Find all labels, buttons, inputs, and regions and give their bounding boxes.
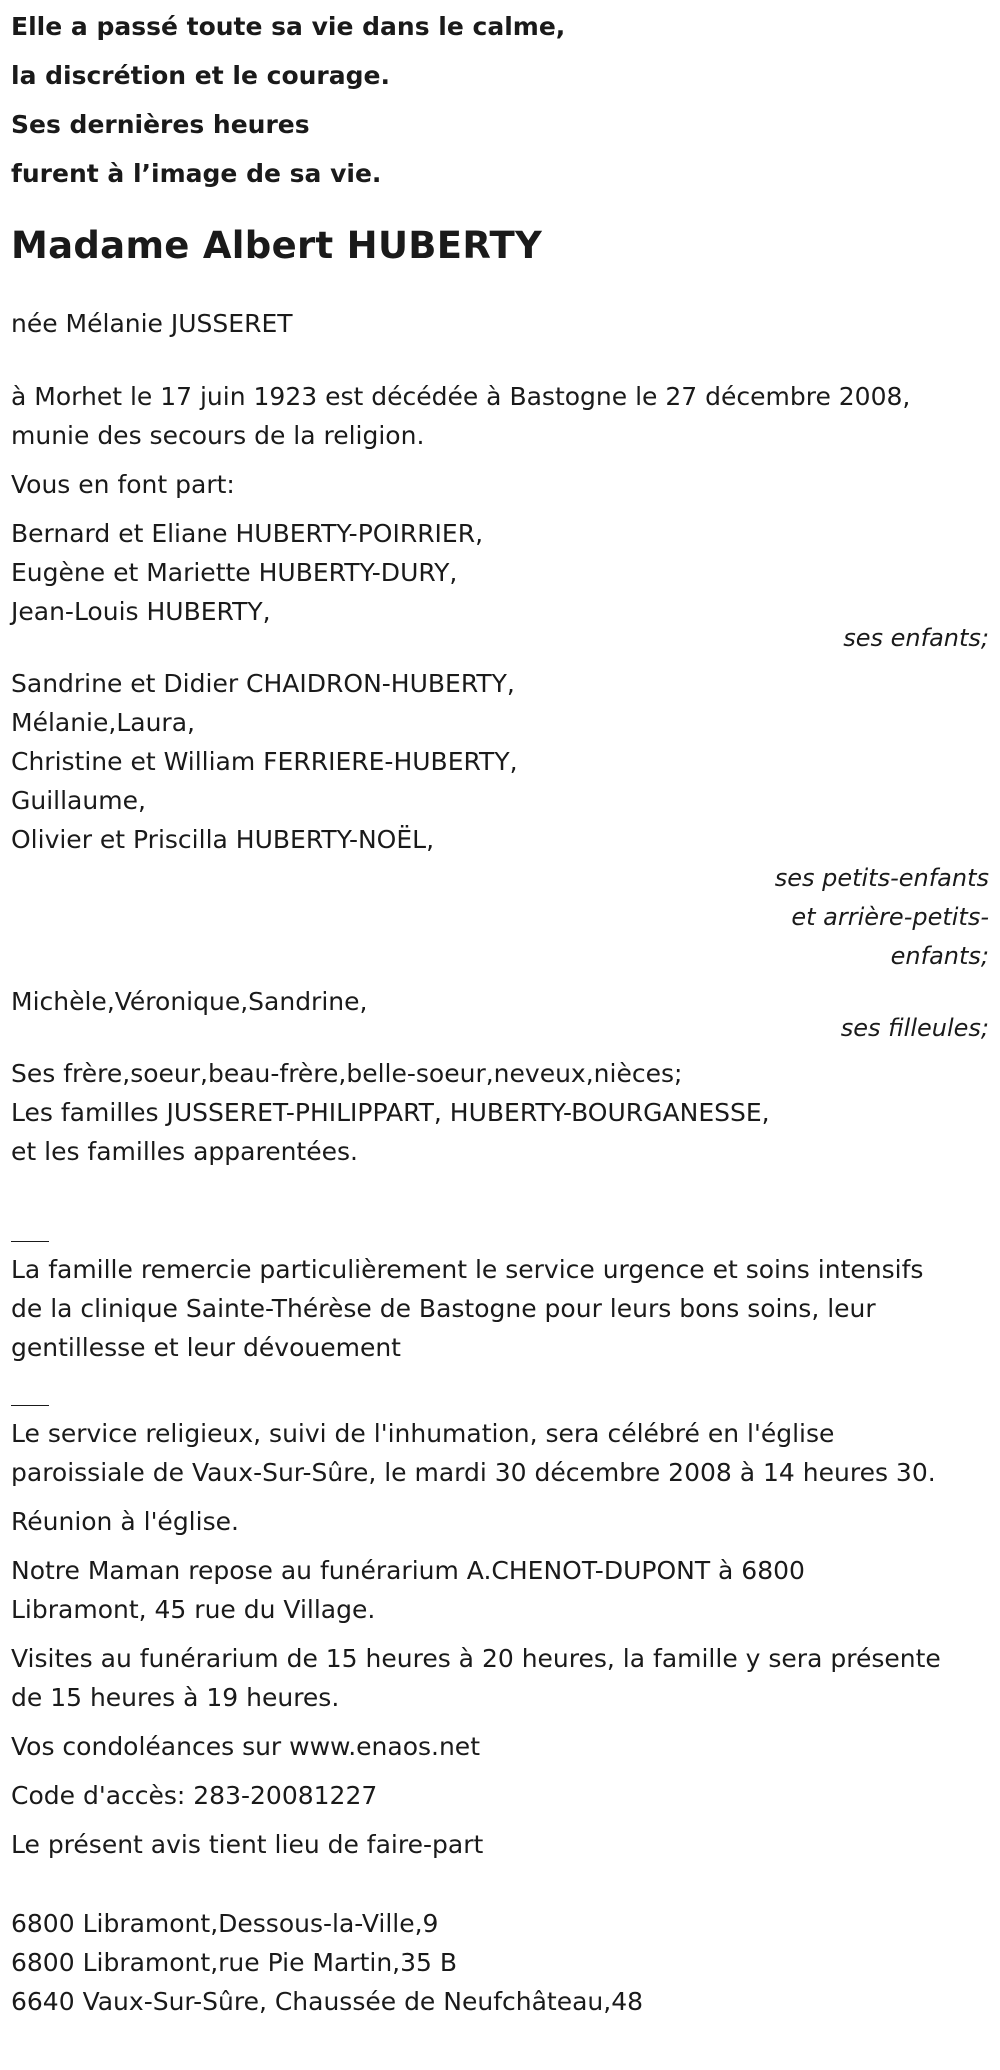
grandchild-name: Guillaume, — [11, 786, 146, 815]
grandchild-name: Olivier et Priscilla HUBERTY-NOËL, — [11, 825, 435, 854]
obituary-notice — [11, 0, 989, 2021]
thanks-paragraph — [11, 1250, 989, 1367]
grandchildren-label-line: ses petits-enfants — [774, 864, 989, 892]
birth-death-info — [11, 377, 989, 455]
other-family — [11, 1054, 989, 1171]
grandchildren-label-line: enfants; — [890, 942, 989, 970]
access-code: Code d'accès: 283-20081227 — [11, 1781, 378, 1810]
meeting-info: Réunion à l'église. — [11, 1507, 239, 1536]
child-name: Eugène et Mariette HUBERTY-DURY, — [11, 558, 458, 587]
service-paragraph — [11, 1414, 989, 1492]
thanks-line: La famille remercie particulièrement le service urgence et soins intensifs — [11, 1255, 924, 1284]
maiden-name: née Mélanie JUSSERET — [11, 309, 293, 338]
visits-line: Visites au funérarium de 15 heures à 20 heures, la famille y sera présente — [11, 1644, 941, 1673]
godchildren-group — [11, 982, 989, 1048]
verse-line: Elle a passé toute sa vie dans le calme, — [11, 12, 566, 41]
verse-line: la discrétion et le courage. — [11, 61, 390, 90]
notice-text: Le présent avis tient lieu de faire-part — [11, 1830, 484, 1859]
memorial-verse — [11, 2, 989, 198]
address-line: 6800 Libramont,Dessous-la-Ville,9 — [11, 1909, 439, 1938]
funeral-home-line: Notre Maman repose au funérarium A.CHENOT-DUPONT à 6800 — [11, 1556, 805, 1585]
child-name: Bernard et Eliane HUBERTY-POIRRIER, — [11, 519, 484, 548]
family-line: Les familles JUSSERET-PHILIPPART, HUBERTY-BOURGANESSE, — [11, 1098, 770, 1127]
grandchildren-label-line: et arrière-petits- — [791, 903, 989, 931]
separator — [11, 1211, 49, 1242]
grandchild-name: Christine et William FERRIERE-HUBERTY, — [11, 747, 518, 776]
thanks-line: gentillesse et leur dévouement — [11, 1333, 401, 1362]
separator — [11, 1375, 49, 1406]
service-line: paroissiale de Vaux-Sur-Sûre, le mardi 30 décembre 2008 à 14 heures 30. — [11, 1458, 936, 1487]
grandchild-name: Sandrine et Didier CHAIDRON-HUBERTY, — [11, 669, 515, 698]
visits-info — [11, 1639, 989, 1717]
verse-line: Ses dernières heures — [11, 110, 310, 139]
birth-death-line: munie des secours de la religion. — [11, 421, 425, 450]
address-line: 6640 Vaux-Sur-Sûre, Chaussée de Neufchâteau,48 — [11, 1987, 644, 2016]
family-line: et les familles apparentées. — [11, 1137, 358, 1166]
godchildren-names: Michèle,Véronique,Sandrine, — [11, 987, 368, 1016]
deceased-name: Madame Albert HUBERTY — [11, 224, 543, 267]
funeral-home-line: Libramont, 45 rue du Village. — [11, 1595, 376, 1624]
child-name: Jean-Louis HUBERTY, — [11, 597, 271, 626]
children-group — [11, 514, 989, 658]
thanks-line: de la clinique Sainte-Thérèse de Bastogne pour leurs bons soins, leur — [11, 1294, 876, 1323]
grandchild-name: Mélanie,Laura, — [11, 708, 195, 737]
address-line: 6800 Libramont,rue Pie Martin,35 B — [11, 1948, 458, 1977]
verse-line: furent à l’image de sa vie. — [11, 159, 382, 188]
family-line: Ses frère,soeur,beau-frère,belle-soeur,neveux,nièces; — [11, 1059, 683, 1088]
children-label: ses enfants; — [843, 624, 989, 652]
condolences-info: Vos condoléances sur www.enaos.net — [11, 1732, 480, 1761]
visits-line: de 15 heures à 19 heures. — [11, 1683, 340, 1712]
grandchildren-group — [11, 664, 989, 976]
grandchildren-label — [11, 859, 989, 976]
funeral-home-info — [11, 1551, 989, 1629]
service-line: Le service religieux, suivi de l'inhumation, sera célébré en l'église — [11, 1419, 835, 1448]
godchildren-label: ses filleules; — [840, 1014, 989, 1042]
announcement: Vous en font part: — [11, 470, 235, 499]
addresses — [11, 1904, 989, 2021]
birth-death-line: à Morhet le 17 juin 1923 est décédée à Bastogne le 27 décembre 2008, — [11, 382, 911, 411]
